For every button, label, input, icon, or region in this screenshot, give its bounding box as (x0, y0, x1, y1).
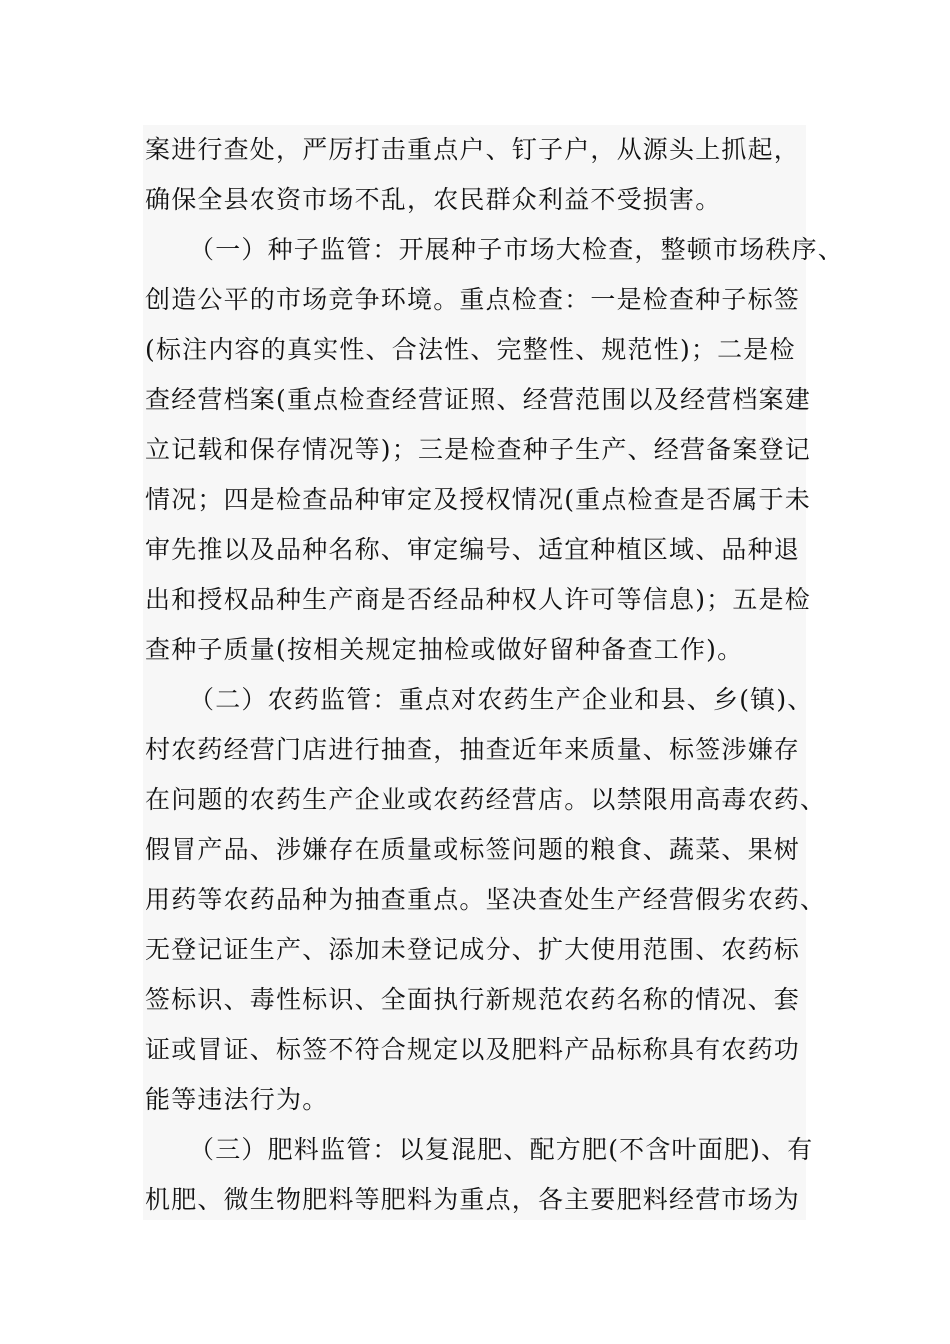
text-line: (标注内容的真实性、合法性、完整性、规范性)；二是检 (145, 335, 796, 364)
text-line: 案进行查处，严厉打击重点户、钉子户，从源头上抓起， (145, 135, 801, 164)
text-line: 在问题的农药生产企业或农药经营店。以禁限用高毒农药、 (145, 785, 827, 814)
text-line: 签标识、毒性标识、全面执行新规范农药名称的情况、套 (145, 985, 801, 1014)
text-line: 假冒产品、涉嫌存在质量或标签问题的粮食、蔬菜、果树 (145, 835, 801, 864)
text-line: 用药等农药品种为抽查重点。坚决查处生产经营假劣农药、 (145, 885, 827, 914)
text-line: 查经营档案(重点检查经营证照、经营范围以及经营档案建 (145, 385, 811, 414)
text-line: 证或冒证、标签不符合规定以及肥料产品标称具有农药功 (145, 1035, 801, 1064)
text-line: 审先推以及品种名称、审定编号、适宜种植区域、品种退 (145, 535, 801, 564)
text-line: 村农药经营门店进行抽查，抽查近年来质量、标签涉嫌存 (145, 735, 801, 764)
text-line: 情况；四是检查品种审定及授权情况(重点检查是否属于未 (145, 485, 811, 514)
section-heading-seed: （一）种子监管：开展种子市场大检查，整顿市场秩序、 (189, 235, 845, 264)
text-line: 查种子质量(按相关规定抽检或做好留种备查工作)。 (145, 635, 744, 664)
text-line: 机肥、微生物肥料等肥料为重点，各主要肥料经营市场为 (145, 1185, 801, 1214)
text-line: 创造公平的市场竞争环境。重点检查：一是检查种子标签 (145, 285, 801, 314)
text-line: 无登记证生产、添加未登记成分、扩大使用范围、农药标 (145, 935, 801, 964)
text-line: 立记载和保存情况等)；三是检查种子生产、经营备案登记 (145, 435, 811, 464)
document-body (143, 125, 845, 1220)
section-heading-pesticide: （二）农药监管：重点对农药生产企业和县、乡(镇)、 (189, 685, 814, 714)
text-line: 出和授权品种生产商是否经品种权人许可等信息)；五是检 (145, 585, 811, 614)
text-line: 确保全县农资市场不乱，农民群众利益不受损害。 (145, 185, 722, 214)
section-heading-fertilizer: （三）肥料监管：以复混肥、配方肥(不含叶面肥)、有 (189, 1135, 814, 1164)
text-line: 能等违法行为。 (145, 1085, 329, 1114)
